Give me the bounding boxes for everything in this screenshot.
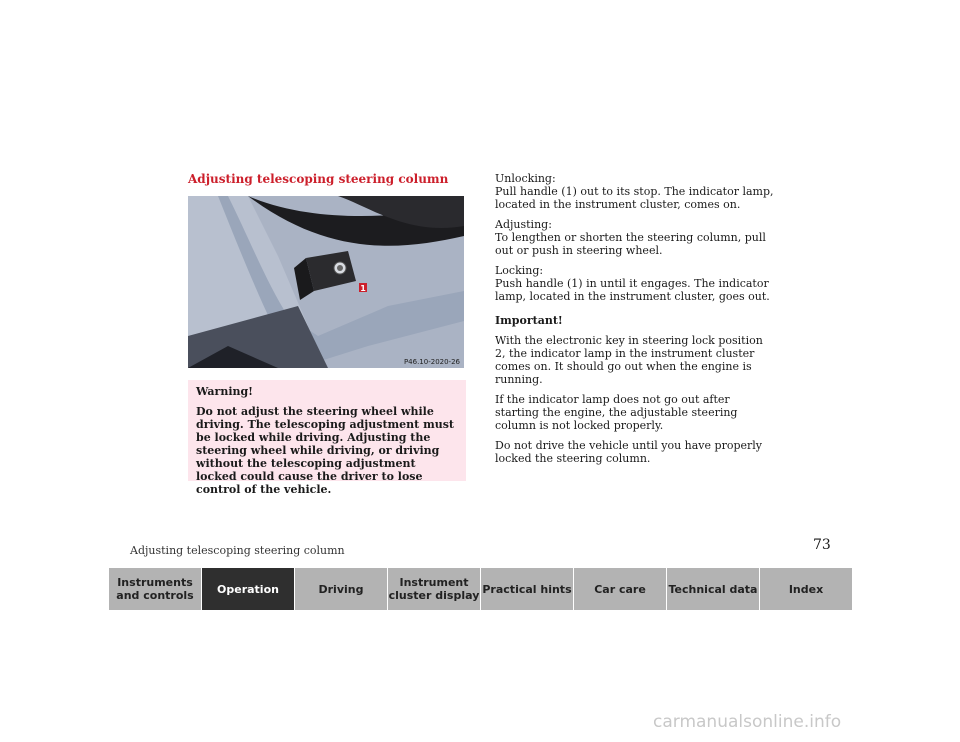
footer-section-title: Adjusting telescoping steering column (130, 544, 345, 557)
warning-box (188, 380, 466, 496)
instructions-column (495, 172, 775, 472)
locking-block (495, 264, 775, 303)
locking-text: Push handle (1) in until it engages. The indicator lamp, located in the instrument cluster, goes out. (495, 277, 770, 303)
section-nav-bar (109, 568, 852, 610)
tab-instrument-cluster-display[interactable]: Instrument cluster display (388, 568, 481, 610)
tab-operation[interactable]: Operation (202, 568, 295, 610)
figure-code: P46.10-2020-26 (403, 358, 460, 366)
tab-car-care[interactable]: Car care (574, 568, 667, 610)
steering-column-illustration (188, 196, 464, 368)
important-paragraph-1: With the electronic key in steering lock position 2, the indicator lamp in the instrument cluster comes on. It should go out when the engine is running. (495, 334, 763, 386)
important-paragraph-3: Do not drive the vehicle until you have properly locked the steering column. (495, 439, 762, 465)
callout-label: 1 (360, 284, 366, 293)
section-heading: Adjusting telescoping steering column (188, 172, 449, 186)
page-number: 73 (813, 537, 831, 553)
important-paragraph-2: If the indicator lamp does not go out after starting the engine, the adjustable steering column is not locked properly. (495, 393, 738, 432)
adjusting-label: Adjusting: (495, 218, 552, 231)
adjusting-block (495, 218, 775, 257)
tab-practical-hints[interactable]: Practical hints (481, 568, 574, 610)
tab-instruments-and-controls[interactable]: Instruments and controls (109, 568, 202, 610)
warning-body: Do not adjust the steering wheel while driving. The telescoping adjustment must be locked while driving. Adjusting the steering wheel while driving, or driving without the telescoping adjustment locked could cause the driver to lose control of the vehicle. (196, 405, 454, 496)
important-title: Important! (495, 314, 563, 327)
tab-index[interactable]: Index (760, 568, 852, 610)
unlocking-text: Pull handle (1) out to its stop. The indicator lamp, located in the instrument cluster, comes on. (495, 185, 774, 211)
unlocking-label: Unlocking: (495, 172, 556, 185)
watermark-text: carmanualsonline.info (653, 712, 842, 732)
tab-technical-data[interactable]: Technical data (667, 568, 760, 610)
unlocking-block (495, 172, 775, 211)
tab-driving[interactable]: Driving (295, 568, 388, 610)
warning-title: Warning! (196, 385, 254, 398)
locking-label: Locking: (495, 264, 544, 277)
adjusting-text: To lengthen or shorten the steering column, pull out or push in steering wheel. (495, 231, 766, 257)
